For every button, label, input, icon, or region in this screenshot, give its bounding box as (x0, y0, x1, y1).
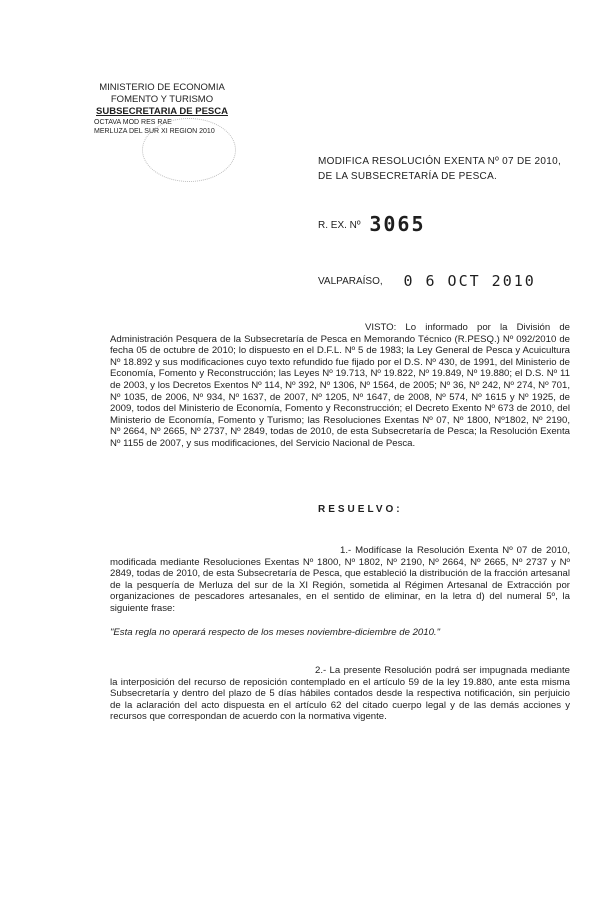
letterhead-line-fomento: FOMENTO Y TURISMO (110, 94, 214, 105)
letterhead-line-ministry: MINISTERIO DE ECONOMIA (99, 82, 225, 93)
letterhead-line-modification: OCTAVA MOD RES RAE (94, 119, 172, 126)
date-stamp: 0 6 OCT 2010 (403, 272, 536, 290)
place: VALPARAÍSO, (318, 276, 383, 287)
resolution-label: R. EX. Nº (318, 220, 361, 231)
seal-stamp-icon (142, 118, 236, 182)
article-1-paragraph: 1.- Modifícase la Resolución Exenta Nº 07 de 2010, modificada mediante Resoluciones Exentas Nº 1800, Nº 1802, Nº 2190, Nº 2664, Nº 2665, Nº 2737 y Nº 2849, todas de 2010, de esta Subsecretaría de Pesca, que estableció la distribución de la fracción artesanal de la pesquería de Merluza del sur de la XI Región, sometida al Régimen Artesanal de Extracción por organizaciones de pescadores artesanales, en el sentido de eliminar, en la letra d) del numeral 5º, la siguiente frase: (110, 545, 570, 614)
resolution-number: 3065 (369, 212, 426, 236)
resuelvo-heading: RESUELVO: (318, 504, 403, 515)
letterhead-line-subsecretaria: SUBSECRETARIA DE PESCA (96, 106, 228, 117)
resolution-number-line (318, 212, 426, 236)
visto-paragraph: VISTO: Lo informado por la División de Administración Pesquera de la Subsecretaría de Pesca en Memorando Técnico (R.PESQ.) Nº 092/2010 de fecha 05 de octubre de 2010; lo dispuesto en el D.F.L. Nº 5 de 1983; la Ley General de Pesca y Acuicultura Nº 18.892 y sus modificaciones cuyo texto refundido fue fijado por el D.S. Nº 430, de 1991, del Ministerio de Economía, Fomento y Reconstrucción; las Leyes Nº 19.713, Nº 19.822, Nº 19.849, Nº 19.880; el D.S. Nº 11 de 2003, y los Decretos Exentos Nº 114, Nº 392, Nº 1306, Nº 1564, de 2005; Nº 36, Nº 242, Nº 274, Nº 701, Nº 1035, de 2006, Nº 934, Nº 1637, de 2007, Nº 1205, Nº 1647, de 2008, Nº 574, Nº 1615 y Nº 1925, de 2009, todos del Ministerio de Economía, Fomento y Reconstrucción; el Decreto Exento Nº 673 de 2010, del Ministerio de Economía, Fomento y Turismo; las Resoluciones Exentas Nº 07, Nº 1800, Nº1802, Nº 2190, Nº 2664, Nº 2665, Nº 2737, Nº 2849, todas de 2010, de esta Subsecretaría de Pesca; la Resolución Exenta Nº 1155 de 2007, y sus modificaciones, del Servicio Nacional de Pesca. (110, 322, 570, 449)
article-2-paragraph: 2.- La presente Resolución podrá ser impugnada mediante la interposición del recurso de reposición contemplado en el artículo 59 de la ley 19.880, ante esta misma Subsecretaría y dentro del plazo de 5 días hábiles contados desde la respectiva notificación, sin perjuicio de la aclaración del acto dispuesta en el artículo 62 del citado cuerpo legal y de las demás acciones y recursos que correspondan de acuerdo con la normativa vigente. (110, 665, 570, 723)
letterhead-line-fishery: MERLUZA DEL SUR XI REGION 2010 (94, 128, 215, 135)
place-date-line (318, 272, 536, 290)
eliminated-phrase-quote: "Esta regla no operará respecto de los meses noviembre-diciembre de 2010." (110, 627, 440, 638)
document-title: MODIFICA RESOLUCIÓN EXENTA Nº 07 DE 2010, DE LA SUBSECRETARÍA DE PESCA. (318, 156, 562, 182)
